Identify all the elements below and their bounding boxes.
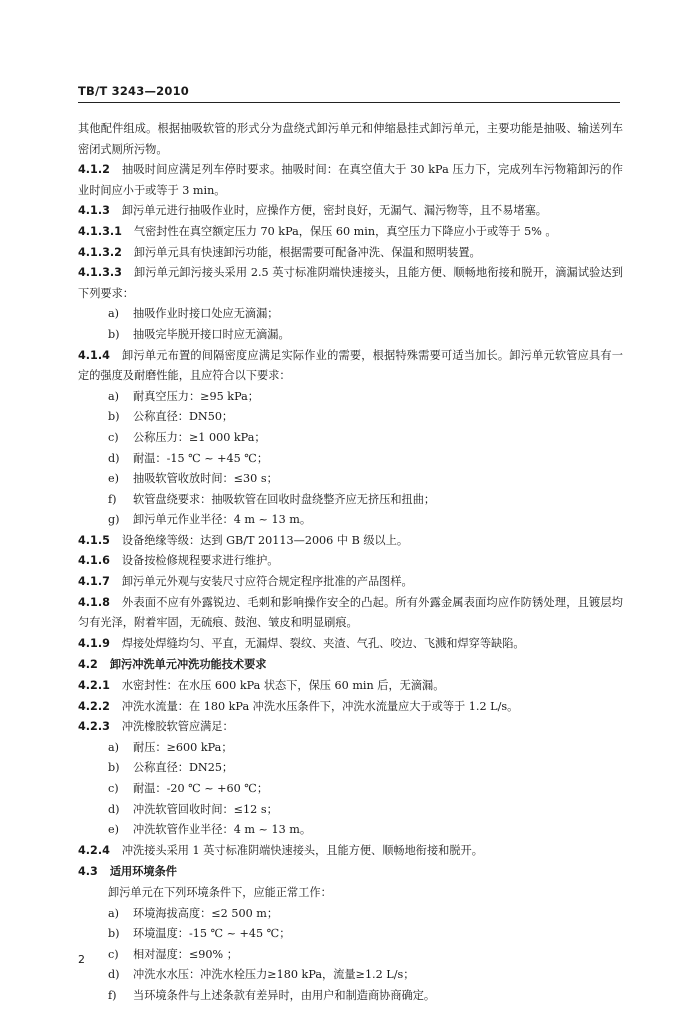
clause-number: 4.1.3.3: [78, 266, 122, 280]
clause-4-2-3: 4.2.3 冲洗橡胶软管应满足：: [78, 720, 234, 734]
list-item: b) 环境温度：-15 ℃ ~ +45 ℃；: [108, 927, 291, 941]
clause-number: 4.2.3: [78, 720, 110, 734]
list-item: c) 相对湿度：≤90% ；: [108, 947, 238, 961]
clause-number: 4.1.3.1: [78, 224, 122, 238]
list-item: b) 公称直径：DN50；: [108, 410, 234, 424]
paragraph: 其他配件组成。根据抽吸软管的形式分为盘绕式卸污单元和伸缩悬挂式卸污单元，主要功能是抽吸、输送列车密闭式厕所污物。: [78, 122, 623, 156]
list-item: d) 耐温：-15 ℃ ~ +45 ℃；: [108, 451, 269, 465]
list-item: b) 公称直径：DN25；: [108, 761, 234, 775]
clause-number: 4.1.4: [78, 348, 110, 362]
clause-4-2-4: 4.2.4 冲洗接头采用 1 英寸标准阴端快速接头，且能方便、顺畅地衔接和脱开。: [78, 843, 483, 857]
clause-number: 4.1.3.2: [78, 245, 122, 259]
clause-number: 4.1.8: [78, 595, 110, 609]
header-rule: [78, 102, 620, 103]
list-item: g) 卸污单元作业半径：4 m ~ 13 m。: [108, 513, 312, 527]
standard-header: TB/T 3243—2010: [78, 84, 189, 98]
clause-4-1-6: 4.1.6 设备按检修规程要求进行维护。: [78, 554, 279, 568]
clause-4-1-2: 4.1.2 抽吸时间应满足列车停时要求。抽吸时间：在真空值大于 30 kPa 压力下，完成列车污物箱卸污的作业时间应小于或等于 3 min。: [78, 163, 623, 197]
clause-4-2-1: 4.2.1 水密封性：在水压 600 kPa 状态下，保压 60 min 后，无滴漏。: [78, 679, 445, 693]
clause-number: 4.2.1: [78, 679, 110, 693]
list-item: b) 抽吸完毕脱开接口时应无滴漏。: [108, 327, 290, 341]
list-item: a) 耐压：≥600 kPa；: [108, 740, 233, 754]
list-item: c) 公称压力：≥1 000 kPa；: [108, 430, 266, 444]
list-item: a) 耐真空压力：≥95 kPa；: [108, 389, 259, 403]
list-item: e) 冲洗软管作业半径：4 m ~ 13 m。: [108, 823, 312, 837]
clause-number: 4.2.4: [78, 843, 110, 857]
clause-4-1-3: 4.1.3 卸污单元进行抽吸作业时，应操作方便，密封良好，无漏气、漏污物等，且不易堵塞。: [78, 204, 547, 218]
clause-number: 4.1.3: [78, 204, 110, 218]
list-item: c) 耐温：-20 ℃ ~ +60 ℃；: [108, 782, 269, 795]
clause-number: 4.1.6: [78, 554, 110, 568]
list-item: d) 冲洗软管回收时间：≤12 s；: [108, 802, 278, 816]
clause-number: 4.2.2: [78, 699, 110, 713]
clause-4-1-8: 4.1.8 外表面不应有外露锐边、毛刺和影响操作安全的凸起。所有外露金属表面均应作防锈处理，且镀层均匀有光泽，附着牢固，无硫痕、鼓泡、皱皮和明显刷痕。: [78, 595, 623, 630]
clause-4-1-7: 4.1.7 卸污单元外观与安装尺寸应符合规定程序批准的产品图样。: [78, 575, 413, 589]
clause-number: 4.1.9: [78, 636, 110, 650]
document-body: [78, 119, 623, 1007]
clause-number: 4.1.7: [78, 575, 110, 589]
clause-4-1-5: 4.1.5 设备绝缘等级：达到 GB/T 20113—2006 中 B 级以上。: [78, 533, 409, 547]
clause-4-1-4: 4.1.4 卸污单元布置的间隔密度应满足实际作业的需要，根据特殊需要可适当加长。卸污单元软管应具有一定的强度及耐磨性能，且应符合以下要求：: [78, 348, 623, 383]
section-4-2-heading: 4.2 卸污冲洗单元冲洗功能技术要求: [78, 657, 267, 672]
list-item: f) 软管盘绕要求：抽吸软管在回收时盘绕整齐应无挤压和扭曲；: [108, 492, 436, 506]
clause-number: 4.1.2: [78, 163, 110, 177]
list-item: f) 当环境条件与上述条款有差异时，由用户和制造商协商确定。: [108, 988, 436, 1002]
clause-number: 4.1.5: [78, 533, 110, 547]
clause-4-1-3-2: 4.1.3.2 卸污单元具有快速卸污功能，根据需要可配备冲洗、保温和照明装置。: [78, 245, 481, 259]
clause-4-1-9: 4.1.9 焊接处焊缝均匀、平直，无漏焊、裂纹、夹渣、气孔、咬边、飞溅和焊穿等缺陷。: [78, 636, 525, 650]
section-number: 4.2: [78, 658, 98, 672]
clause-4-1-3-3: 4.1.3.3 卸污单元卸污接头采用 2.5 英寸标准阴端快速接头，且能方便、顺畅地衔接和脱开，滴漏试验达到下列要求：: [78, 266, 623, 300]
clause-4-1-3-1: 4.1.3.1 气密封性在真空额定压力 70 kPa，保压 60 min，真空压力下降应小于或等于 5% 。: [78, 224, 557, 238]
list-item: d) 冲洗水水压：冲洗水栓压力≥180 kPa，流量≥1.2 L/s；: [108, 968, 415, 982]
section-4-3-heading: 4.3 适用环境条件: [78, 864, 177, 879]
page-number: 2: [78, 953, 85, 966]
list-item: a) 抽吸作业时接口处应无滴漏；: [108, 307, 279, 321]
clause-4-2-2: 4.2.2 冲洗水流量：在 180 kPa 冲洗水压条件下，冲洗水流量应大于或等于 1.2 L/s。: [78, 699, 519, 713]
section-number: 4.3: [78, 865, 98, 879]
section-lead: 卸污单元在下列环境条件下，应能正常工作：: [108, 885, 332, 899]
list-item: e) 抽吸软管收放时间：≤30 s；: [108, 472, 278, 486]
list-item: a) 环境海拔高度：≤2 500 m；: [108, 906, 279, 920]
